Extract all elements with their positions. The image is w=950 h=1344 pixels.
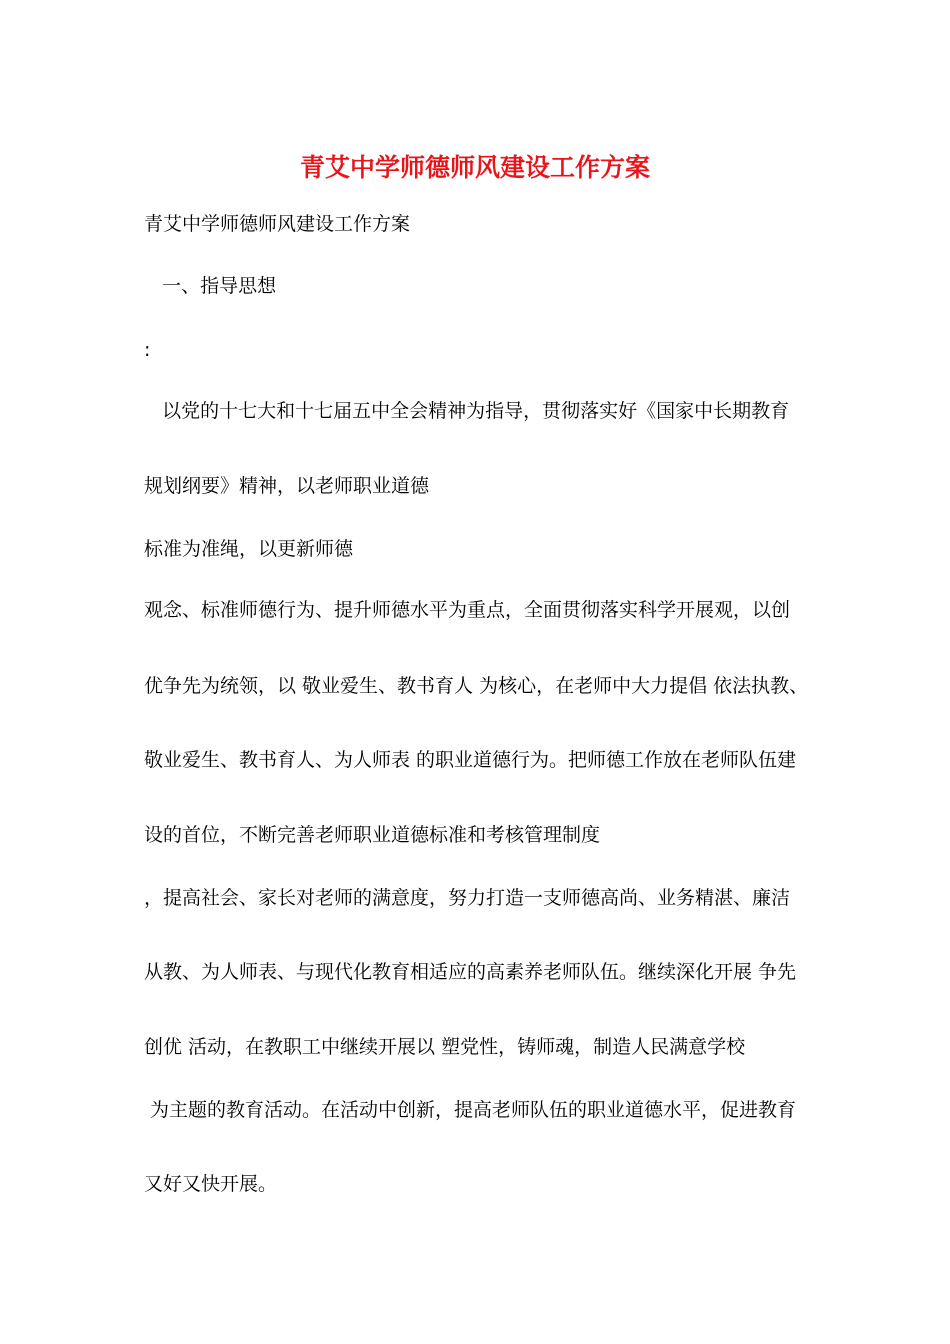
text-line: 为主题的教育活动。在活动中创新，提高老师队伍的职业道德水平，促进教育 (144, 1099, 797, 1121)
text-line: 设的首位，不断完善老师职业道德标准和考核管理制度 (144, 824, 601, 846)
text-line: 又好又快开展。 (144, 1173, 278, 1195)
section-heading: 一、指导思想 (144, 275, 277, 297)
text-line: 以党的十七大和十七届五中全会精神为指导，贯彻落实好《国家中长期教育 (144, 400, 790, 422)
text-line: 标准为准绳，以更新师德 (144, 538, 354, 560)
text-line: ，提高社会、家长对老师的满意度，努力打造一支师德高尚、业务精湛、廉洁 (144, 887, 791, 909)
text-line: : (144, 339, 151, 361)
text-line: 观念、标准师德行为、提升师德水平为重点，全面贯彻落实科学开展观，以创 (144, 599, 791, 621)
text-line: 从教、为人师表、与现代化教育相适应的高素养老师队伍。继续深化开展 争先 (144, 961, 797, 983)
document-title: 青艾中学师德师风建设工作方案 (299, 153, 650, 182)
text-line: 创优 活动，在教职工中继续开展以 塑党性，铸师魂，制造人民满意学校 (144, 1036, 746, 1058)
text-line: 优争先为统领，以 敬业爱生、教书育人 为核心，在老师中大力提倡 依法执教、 (144, 675, 809, 697)
subtitle-line: 青艾中学师德师风建设工作方案 (144, 213, 411, 235)
text-line: 敬业爱生、教书育人、为人师表 的职业道德行为。把师德工作放在老师队伍建 (144, 749, 797, 771)
text-line: 规划纲要》精神，以老师职业道德 (144, 475, 430, 497)
